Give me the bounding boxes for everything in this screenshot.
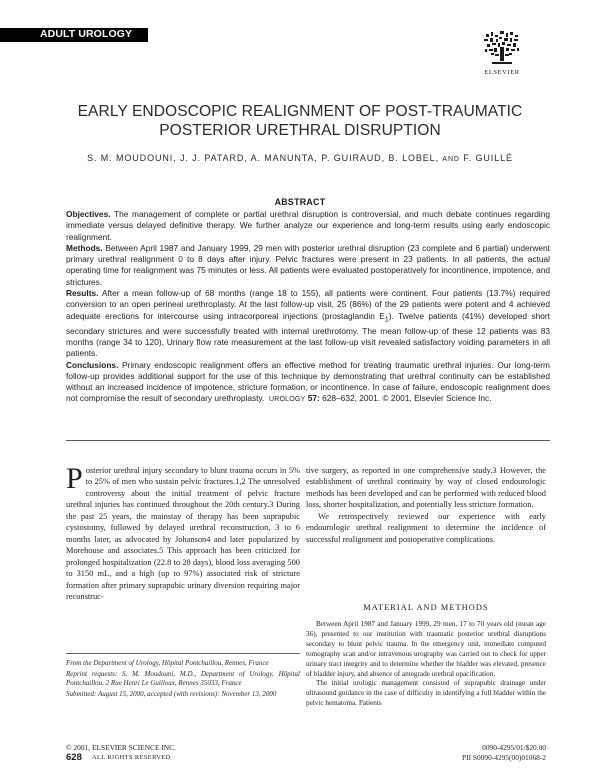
right-paragraph: We retrospectively reviewed our experience with early endourologic urethral realignment to determine the incidence of successful realignment and postoperative complications. [306,511,546,544]
article-title [40,102,560,140]
results-text: After a mean follow-up of 68 months (range 18 to 155), all patients were continent. Four patients (13.7%) required conversion to an open perineal urethroplasty. At the last follow-up visit, 25 (86%) of the 29 patients were potent and 4 achieved adequate erections for intercourse using intracorporeal injections (prostaglandin E [66,288,550,321]
objectives-text: The management of complete or partial urethral disruption is controversial, and much debate continues regarding immediate versus delayed definitive therapy. We further analyze our experience and long-term results using early endoscopic realignment. [66,209,550,242]
footnotes [66,659,300,700]
right-column [306,465,546,545]
results-label: Results. [66,288,99,299]
footnote-reprint: Reprint requests: S. M. Moudouni, M.D., Department of Urology, Hôpital Pontchaillou, 2 Rue Henri Le Guilloux, Rennes 35033, France [66,669,300,688]
footer-issn: 0090-4295/01/$20.00 [482,743,546,752]
abstract-results [66,288,550,359]
author-list [40,153,560,163]
section-label: ADULT UROLOGY [40,28,133,40]
citation-journal: UROLOGY [268,396,306,404]
elsevier-tree-logo [482,30,522,68]
intro-text: osterior urethral injury secondary to blunt trauma occurs in 5% to 25% of men who sustain pelvic fractures.1,2 The unresolved controversy about the initial treatment of pelvic fracture urethral injuries has continued throughout the 20th century.3 During the past 25 years, the mainstay of therapy has been suprapubic cystostomy, followed by delayed urethral reconstruction, 3 to 6 months later, as advocated by Johanson4 and later popularized by Morehouse and associates.5 This approach has been criticized for prolonged hospitalization (22.8 to 28 days), blood loss averaging 500 to 3150 mL, and a high (up to 97%) associated risk of stricture formation after primary suprapubic urinary diversion requiring major reconstruc- [66,466,300,601]
authors-last: F. GUILLÉ [463,153,513,163]
methods-text: Between April 1987 and January 1999, 29 men with posterior urethral disruption (23 complete and 6 partial) underwent primary urethral realignment 0 to 8 days after injury. Pelvic fractures were present in 23 patients. In all patients, the actual operating time for realignment was 75 minutes or less. All patients were evaluated postoperatively for incontinence, impotence, and strictures. [66,242,550,287]
authors-main: S. M. MOUDOUNI, J. J. PATARD, A. MANUNTA, P. GUIRAUD, B. LOBEL, [87,153,439,163]
citation-volume: 57: [307,393,320,404]
title-line: EARLY ENDOSCOPIC REALIGNMENT OF POST-TRAUMATIC [77,103,523,120]
right-paragraph: tive surgery, as reported in one comprehensive study.3 However, the establishment of urethral continuity by way of closed endourologic methods has been developed and can be performed with reduced blood loss, shorter hospitalization, and potentially less stricture formation. [306,466,546,510]
page-number: 628 [66,752,82,763]
citation-rest: 628–632, 2001. © 2001, Elsevier Science Inc. [319,393,492,404]
title-line: POSTERIOR URETHRAL DISRUPTION [159,122,441,139]
authors-and: AND [442,156,460,163]
footnote-divider [66,653,300,654]
section-heading: MATERIAL AND METHODS [363,603,489,612]
results-text-2: ). Twelve patients (41%) developed short secondary strictures and were successfully treated with internal urethrotomy. The mean follow-up of these 12 patients was 83 months (range 34 to 120). Urinary flow rate measurement at the last follow-up visit revealed satisfactory voiding parameters in all patients. [66,310,550,359]
abstract-conclusions [66,360,550,406]
drop-cap: P [66,462,83,495]
conclusions-text: Primary endoscopic realignment offers an effective method for treating traumatic urethral injuries. Our long-term follow-up provides additional support for the use of this technique by demonstrating that urethral continuity can be established without an increased incidence of impotence, stricture formation, or incontinence. In case of failure, endoscopic realignment does not compromise the result of secondary urethroplasty. [66,359,550,404]
abstract-heading: ABSTRACT [274,197,326,207]
footnote-affiliation: From the Department of Urology, Hôpital Pontchaillou, Rennes, France [66,659,269,667]
abstract-body [66,209,550,406]
footer-identifiers [400,743,546,763]
conclusions-label: Conclusions. [66,359,119,370]
methods-label: Methods. [66,242,103,253]
footer-pii: PII S0090-4295(00)01068-2 [462,753,546,762]
objectives-label: Objectives. [66,209,111,219]
left-column [66,462,300,602]
footer-copyright: © 2001, ELSEVIER SCIENCE INC. [66,743,176,752]
footer-rights: ALL RIGHTS RESERVED [92,754,171,761]
methods-paragraph: The initial urologic management consisted of suprapubic drainage under ultrasound guidance in the case of difficulty in identifying a full bladder within the pelvic hematoma. Patients [306,679,546,708]
abstract-objectives [66,209,550,243]
intro-paragraph [66,462,300,602]
publisher-logo-text: ELSEVIER [484,69,520,76]
abstract-methods [66,243,550,288]
abstract-divider [66,440,550,441]
results-subscript: 1 [384,316,389,324]
methods-text-block [306,620,546,709]
footnote-submitted: Submitted: August 15, 2000, accepted (with revisions): November 13, 2000 [66,689,277,698]
methods-paragraph: Between April 1987 and January 1999, 29 men, 17 to 70 years old (mean age 36), presented to our institution with traumatic posterior urethral disruptions secondary to blunt pelvic trauma. In the emergency unit, immediate computed tomography scan and/or intravenous urography was carried out to check for upper urinary tract integrity and to determine whether the bladder was elevated, presence of bladder injury, and absence of antegrade urethral opacification. [306,620,546,678]
